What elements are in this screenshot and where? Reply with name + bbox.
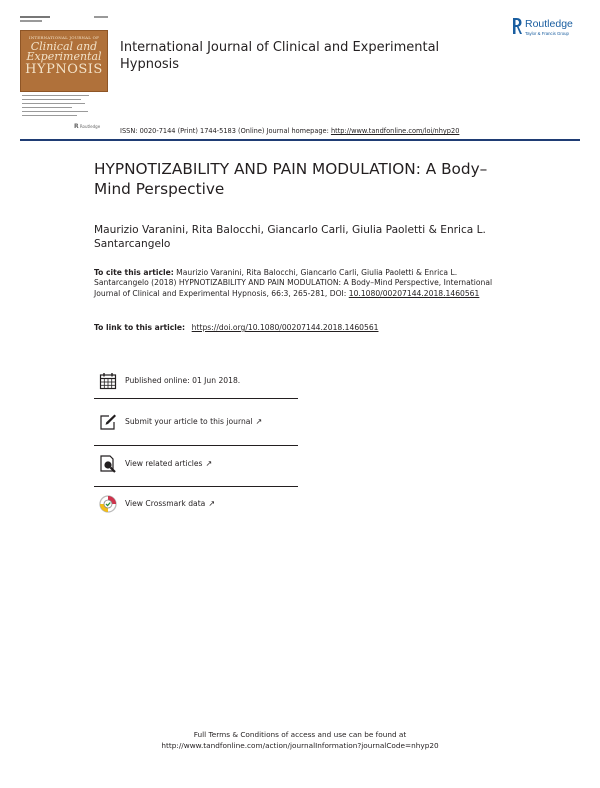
cite-label: To cite this article: (94, 268, 174, 277)
submit-article-item[interactable] (94, 413, 298, 431)
cover-line-1: INTERNATIONAL JOURNAL OF (28, 35, 100, 40)
article-title: HYPNOTIZABILITY AND PAIN MODULATION: A Body–Mind Perspective (94, 160, 488, 198)
related-articles-item[interactable] (94, 455, 298, 473)
footer-line-1: Full Terms & Conditions of access and use can be found at (193, 730, 407, 739)
crossmark-link[interactable]: View Crossmark data ↗ (125, 499, 216, 508)
related-articles-link[interactable]: View related articles ↗ (125, 459, 213, 468)
footer-terms-link[interactable]: http://www.tandfonline.com/action/journalInformation?journalCode=nhyp20 (161, 741, 439, 750)
published-online-item (94, 372, 298, 390)
citation-block (94, 268, 514, 299)
edit-icon (99, 413, 117, 431)
journal-title: International Journal of Clinical and Experimental Hypnosis (120, 40, 440, 72)
item-divider (94, 486, 298, 487)
crossmark-item[interactable] (94, 495, 298, 513)
routledge-r-icon (512, 17, 522, 35)
item-divider (94, 398, 298, 399)
cover-caption-lines (22, 95, 106, 119)
publisher-name: Routledge (525, 18, 573, 30)
crossmark-icon (99, 495, 117, 513)
item-divider (94, 445, 298, 446)
publisher-tagline: Taylor & Francis Group (525, 31, 569, 36)
external-link-icon: ↗ (208, 499, 216, 508)
article-url-link[interactable]: https://doi.org/10.1080/00207144.2018.1460561 (191, 323, 379, 332)
calendar-icon (99, 372, 117, 390)
external-link-icon: ↗ (255, 417, 263, 426)
routledge-logo (512, 17, 588, 41)
header-divider (20, 139, 580, 141)
external-link-icon: ↗ (205, 459, 213, 468)
journal-homepage-link[interactable]: http://www.tandfonline.com/loi/nhyp20 (330, 127, 460, 135)
published-online-text: Published online: 01 Jun 2018. (125, 376, 241, 385)
issn-line (120, 127, 459, 135)
cover-line-3: Experimental (26, 50, 102, 63)
link-label: To link to this article: (94, 323, 188, 332)
journal-cover-image (20, 30, 108, 92)
submit-article-link[interactable]: Submit your article to this journal ↗ (125, 417, 263, 426)
search-document-icon (99, 455, 117, 473)
cover-header-lines (20, 16, 108, 28)
issn-text: ISSN: 0020-7144 (Print) 1744-5183 (Online) Journal homepage: (120, 127, 331, 135)
cover-line-2: Clinical and (30, 40, 98, 53)
cover-publisher-mark: R Routledge (74, 123, 101, 130)
article-link-line (94, 323, 514, 333)
cover-line-4: HYPNOSIS (25, 62, 103, 77)
terms-footer (130, 729, 470, 751)
cite-text: Maurizio Varanini, Rita Balocchi, Giancarlo Carli, Giulia Paoletti & Enrica L. Santarcangelo (2018) HYPNOTIZABILITY AND PAIN MODULATION: A Body–Mind Perspective, International Journal of Clinical and Experimental Hypnosis, 66:3, 265-281, DOI: (94, 268, 493, 298)
doi-link[interactable]: 10.1080/00207144.2018.1460561 (348, 288, 480, 298)
article-authors: Maurizio Varanini, Rita Balocchi, Giancarlo Carli, Giulia Paoletti & Enrica L. Santarcangelo (94, 224, 486, 250)
